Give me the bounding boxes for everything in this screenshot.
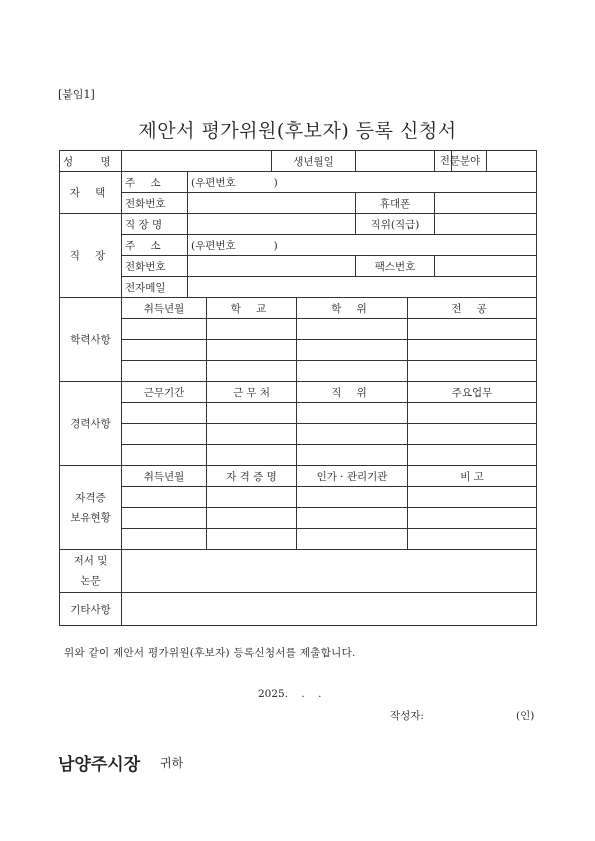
books-label bbox=[60, 550, 122, 593]
company-row bbox=[60, 214, 537, 235]
education-label: 학력사항 bbox=[60, 298, 122, 382]
career-cell[interactable] bbox=[408, 424, 537, 445]
career-cell[interactable] bbox=[122, 424, 207, 445]
license-entry-row bbox=[60, 529, 537, 550]
education-cell[interactable] bbox=[408, 340, 537, 361]
position-field[interactable] bbox=[435, 214, 537, 235]
date-field[interactable]: 2025. . . bbox=[258, 688, 322, 700]
license-cell[interactable] bbox=[408, 529, 537, 550]
education-header-major: 전 공 bbox=[408, 298, 537, 319]
work-address-label: 주 소 bbox=[122, 235, 188, 256]
application-form-table bbox=[59, 150, 537, 626]
license-cell[interactable] bbox=[207, 487, 297, 508]
career-entry-row bbox=[60, 424, 537, 445]
company-field[interactable] bbox=[188, 214, 356, 235]
license-cell[interactable] bbox=[122, 487, 207, 508]
career-header-position: 직 위 bbox=[297, 382, 408, 403]
form-title: 제안서 평가위원(후보자) 등록 신청서 bbox=[138, 120, 457, 142]
home-label: 자 택 bbox=[60, 172, 122, 214]
home-address-label: 주 소 bbox=[122, 172, 188, 193]
license-cell[interactable] bbox=[122, 508, 207, 529]
work-postal-close: ) bbox=[273, 239, 278, 252]
license-header-date: 취득년월 bbox=[122, 466, 207, 487]
home-phone-row bbox=[60, 193, 537, 214]
education-header-row bbox=[60, 298, 537, 319]
email-field[interactable] bbox=[188, 277, 537, 298]
license-cell[interactable] bbox=[207, 529, 297, 550]
home-phone-field[interactable] bbox=[188, 193, 356, 214]
license-cell[interactable] bbox=[297, 529, 408, 550]
fax-label: 팩스번호 bbox=[356, 256, 435, 277]
work-address-row bbox=[60, 235, 537, 256]
books-label-line2: 논문 bbox=[80, 575, 101, 587]
license-header-row bbox=[60, 466, 537, 487]
name-row bbox=[60, 151, 537, 172]
education-header-school: 학 교 bbox=[207, 298, 297, 319]
career-entry-row bbox=[60, 445, 537, 466]
seal-label: (인) bbox=[516, 710, 535, 722]
books-label-line1: 저서 및 bbox=[73, 555, 108, 567]
education-header-date: 취득년월 bbox=[122, 298, 207, 319]
education-entry-row bbox=[60, 340, 537, 361]
education-cell[interactable] bbox=[297, 319, 408, 340]
license-cell[interactable] bbox=[122, 529, 207, 550]
education-entry-row bbox=[60, 319, 537, 340]
career-header-period: 근무기간 bbox=[122, 382, 207, 403]
work-label: 직 장 bbox=[60, 214, 122, 298]
career-cell[interactable] bbox=[408, 403, 537, 424]
mobile-label: 휴대폰 bbox=[356, 193, 435, 214]
home-phone-label: 전화번호 bbox=[122, 193, 188, 214]
writer-label: 작성자: bbox=[390, 710, 424, 722]
license-cell[interactable] bbox=[408, 508, 537, 529]
license-header-note: 비 고 bbox=[408, 466, 537, 487]
declaration-text: 위와 같이 제안서 평가위원(후보자) 등록신청서를 제출합니다. bbox=[64, 647, 356, 659]
license-cell[interactable] bbox=[408, 487, 537, 508]
books-row bbox=[60, 550, 537, 593]
career-header-duties: 주요업무 bbox=[408, 382, 537, 403]
birth-label: 생년월일 bbox=[272, 151, 356, 172]
honorific: 귀하 bbox=[160, 756, 184, 770]
work-phone-label: 전화번호 bbox=[122, 256, 188, 277]
etc-label: 기타사항 bbox=[60, 593, 122, 626]
education-cell[interactable] bbox=[207, 340, 297, 361]
license-label bbox=[60, 466, 122, 550]
career-cell[interactable] bbox=[207, 403, 297, 424]
position-label: 직위(직급) bbox=[356, 214, 435, 235]
career-label: 경력사항 bbox=[60, 382, 122, 466]
education-cell[interactable] bbox=[122, 361, 207, 382]
email-label: 전자메일 bbox=[122, 277, 188, 298]
etc-row bbox=[60, 593, 537, 626]
company-label: 직 장 명 bbox=[122, 214, 188, 235]
home-postal-label: (우편번호 bbox=[191, 176, 236, 189]
career-cell[interactable] bbox=[207, 445, 297, 466]
books-field[interactable] bbox=[122, 550, 537, 593]
work-phone-field[interactable] bbox=[188, 256, 356, 277]
license-entry-row bbox=[60, 508, 537, 529]
home-postal-close: ) bbox=[273, 176, 278, 189]
career-cell[interactable] bbox=[408, 445, 537, 466]
email-row bbox=[60, 277, 537, 298]
education-entry-row bbox=[60, 361, 537, 382]
career-cell[interactable] bbox=[122, 403, 207, 424]
work-postal-label: (우편번호 bbox=[191, 239, 236, 252]
education-cell[interactable] bbox=[408, 361, 537, 382]
career-cell[interactable] bbox=[297, 403, 408, 424]
mobile-field[interactable] bbox=[435, 193, 537, 214]
attachment-label: [붙임1] bbox=[58, 88, 95, 101]
license-label-line1: 자격증 bbox=[75, 491, 106, 504]
education-cell[interactable] bbox=[297, 361, 408, 382]
career-entry-row bbox=[60, 403, 537, 424]
career-cell[interactable] bbox=[297, 424, 408, 445]
career-cell[interactable] bbox=[122, 445, 207, 466]
education-cell[interactable] bbox=[207, 319, 297, 340]
field-of-expertise-cell bbox=[439, 151, 537, 172]
career-cell[interactable] bbox=[207, 424, 297, 445]
license-cell[interactable] bbox=[297, 487, 408, 508]
birth-field[interactable] bbox=[356, 151, 435, 172]
education-header-degree: 학 위 bbox=[297, 298, 408, 319]
education-cell[interactable] bbox=[297, 340, 408, 361]
education-cell[interactable] bbox=[207, 361, 297, 382]
license-cell[interactable] bbox=[207, 508, 297, 529]
etc-field[interactable] bbox=[122, 593, 537, 626]
fax-field[interactable] bbox=[435, 256, 537, 277]
education-cell[interactable] bbox=[408, 319, 537, 340]
name-label: 성 명 bbox=[60, 151, 122, 172]
license-header-authority: 인가 · 관리기관 bbox=[297, 466, 408, 487]
field-label: 전문분야 bbox=[432, 151, 487, 171]
addressee: 남양주시장 bbox=[58, 755, 141, 775]
license-cell[interactable] bbox=[297, 508, 408, 529]
education-cell[interactable] bbox=[122, 340, 207, 361]
education-cell[interactable] bbox=[122, 319, 207, 340]
home-address-row bbox=[60, 172, 537, 193]
career-header-workplace: 근 무 처 bbox=[207, 382, 297, 403]
career-cell[interactable] bbox=[297, 445, 408, 466]
work-address-field[interactable] bbox=[188, 235, 537, 256]
work-phone-row bbox=[60, 256, 537, 277]
name-field[interactable] bbox=[122, 151, 272, 172]
license-header-name: 자 격 증 명 bbox=[207, 466, 297, 487]
license-entry-row bbox=[60, 487, 537, 508]
home-address-field[interactable] bbox=[188, 172, 537, 193]
career-header-row bbox=[60, 382, 537, 403]
license-label-line2: 보유현황 bbox=[70, 511, 111, 524]
